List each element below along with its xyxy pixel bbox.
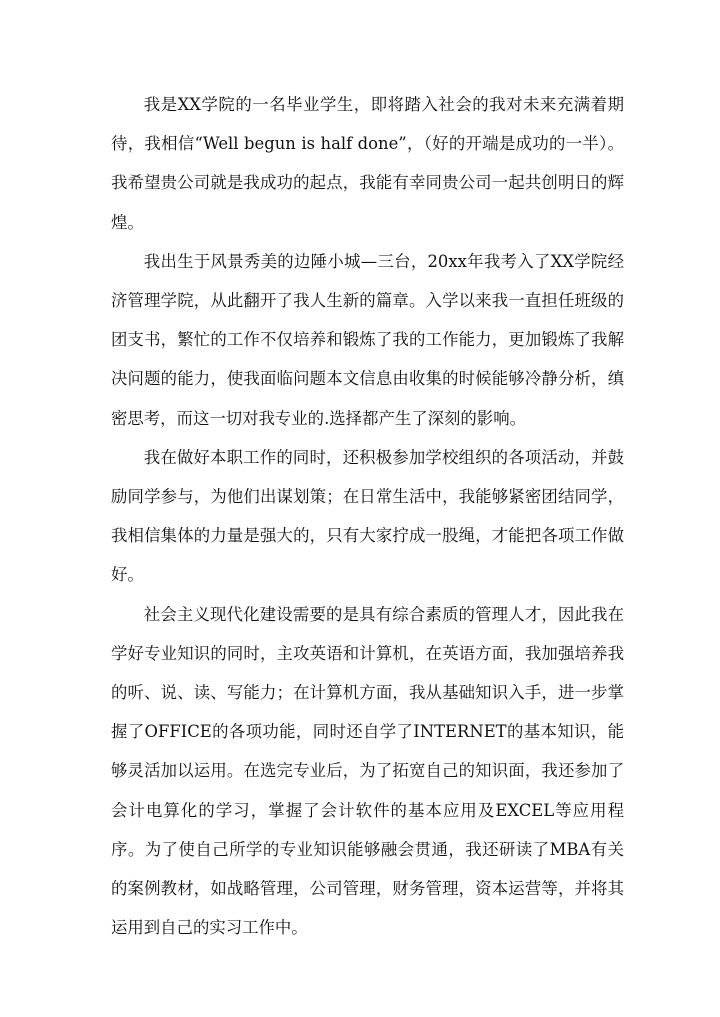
paragraph-background: 我出生于风景秀美的边陲小城—三台，20xx年我考入了XX学院经济管理学院，从此翻开了我人生新的篇章。入学以来我一直担任班级的团支书，繁忙的工作不仅培养和锻炼了我的工作能力，更加锻炼了我解决问题的能力，使我面临问题本文信息由收集的时候能够冷静分析，缜密思考，而这一切对我专业的.选择都产生了深刻的影响。: [111, 251, 624, 428]
document-body: [111, 85, 624, 947]
paragraph-activities: 我在做好本职工作的同时，还积极参加学校组织的各项活动，并鼓励同学参与，为他们出谋划策；在日常生活中，我能够紧密团结同学，我相信集体的力量是强大的，只有大家拧成一股绳，才能把各项工作做好。: [111, 447, 624, 585]
paragraph-intro: 我是XX学院的一名毕业学生，即将踏入社会的我对未来充满着期待，我相信“Well begun is half done”，（好的开端是成功的一半）。我希望贵公司就是我成功的起点，我能有幸同贵公司一起共创明日的辉煌。: [111, 95, 624, 232]
paragraph-skills: 社会主义现代化建设需要的是具有综合素质的管理人才，因此我在学好专业知识的同时，主攻英语和计算机，在英语方面，我加强培养我的听、说、读、写能力；在计算机方面，我从基础知识入手，进一步掌握了OFFICE的各项功能，同时还自学了INTERNET的基本知识，能够灵活加以运用。在选完专业后，为了拓宽自己的知识面，我还参加了会计电算化的学习，掌握了会计软件的基本应用及EXCEL等应用程序。为了使自己所学的专业知识能够融会贯通，我还研读了MBA有关的案例教材，如战略管理，公司管理，财务管理，资本运营等，并将其运用到自己的实习工作中。: [111, 604, 624, 938]
